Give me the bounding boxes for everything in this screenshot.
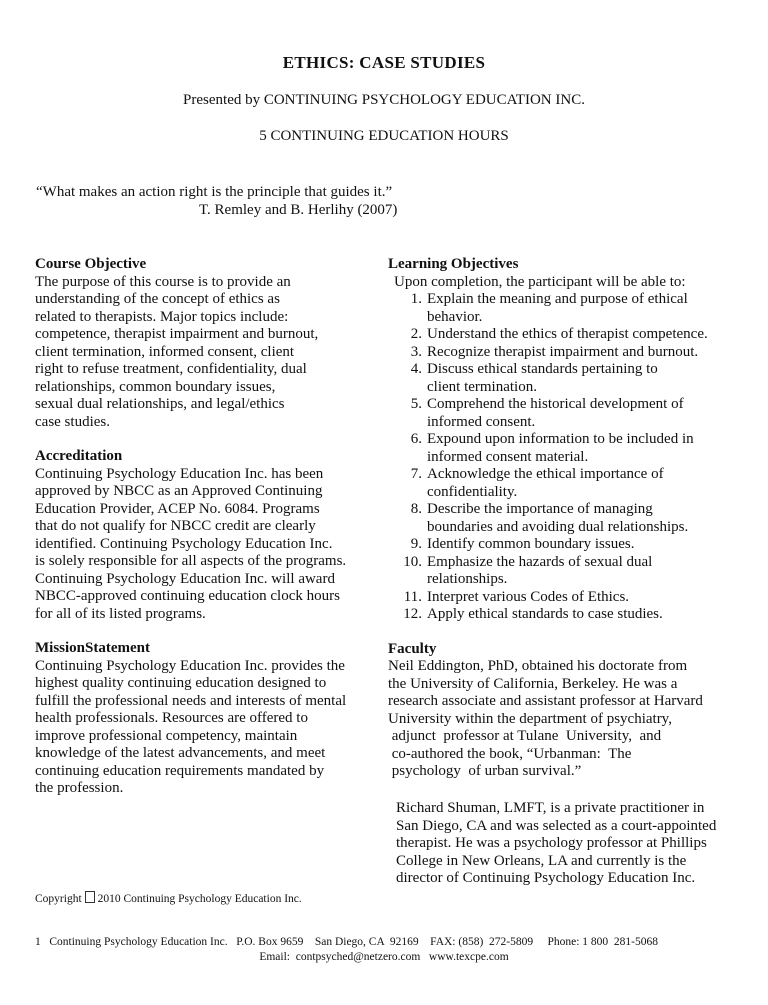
mission-line: highest quality continuing education designed to xyxy=(35,675,327,691)
course-objective-line: client termination, informed consent, client xyxy=(35,343,295,360)
faculty-line: director of Continuing Psychology Education Inc. xyxy=(396,870,696,886)
accreditation-line: Education Provider, ACEP No. 6084. Programs xyxy=(35,500,320,517)
objective-continuation: informed consent material. xyxy=(427,448,589,465)
mission-line: knowledge of the latest advancements, and meet xyxy=(35,745,326,761)
objective-text: Interpret various Codes of Ethics. xyxy=(427,588,630,605)
education-hours: 5 CONTINUING EDUCATION HOURS xyxy=(259,128,509,144)
spacer xyxy=(35,431,370,448)
objective-number: 8. xyxy=(410,501,422,517)
objective-number: 4. xyxy=(410,361,422,377)
objective-item xyxy=(388,344,733,362)
objective-continuation: behavior. xyxy=(427,308,483,325)
objective-item xyxy=(388,361,733,379)
accreditation-line: is solely responsible for all aspects of the programs. xyxy=(35,553,347,569)
objective-item xyxy=(388,291,733,309)
spacer xyxy=(388,624,733,641)
faculty-line: psychology of urban survival.” xyxy=(388,763,582,779)
copyright-text: 2010 Continuing Psychology Education Inc. xyxy=(97,893,302,905)
accreditation-line: Continuing Psychology Education Inc. has been xyxy=(35,465,324,482)
objective-number: 10. xyxy=(403,553,422,570)
quote-text: “What makes an action right is the principle that guides it.” xyxy=(36,184,393,200)
faculty-second-bio xyxy=(396,800,741,888)
objective-text: Acknowledge the ethical importance of xyxy=(427,466,664,482)
copyright-symbol-icon xyxy=(85,891,95,903)
objective-item xyxy=(388,431,733,449)
faculty-line: University within the department of psychiatry, xyxy=(388,710,672,727)
objective-text: Understand the ethics of therapist competence. xyxy=(427,326,708,342)
objective-number: 3. xyxy=(410,343,422,360)
objective-text: Describe the importance of managing xyxy=(427,501,653,517)
objective-text: Emphasize the hazards of sexual dual xyxy=(427,553,653,570)
quote-attribution: T. Remley and B. Herlihy (2007) xyxy=(199,202,398,218)
objective-text: Discuss ethical standards pertaining to xyxy=(427,361,658,377)
mission-line: continuing education requirements mandated by xyxy=(35,762,325,779)
course-objective-line: case studies. xyxy=(35,413,110,430)
page-title: ETHICS: CASE STUDIES xyxy=(282,53,486,72)
objective-number: 6. xyxy=(410,431,422,447)
accreditation-line: approved by NBCC as an Approved Continuing xyxy=(35,483,323,499)
objective-number: 12. xyxy=(403,606,422,622)
accreditation-line: NBCC-approved continuing education clock hours xyxy=(35,588,340,604)
footer-contact-line: 1 Continuing Psychology Education Inc. P.O. Box 9659 San Diego, CA 92169 FAX: (858) 272-5809 Phone: 1 800 281-5068 xyxy=(35,936,659,948)
presented-by: Presented by CONTINUING PSYCHOLOGY EDUCATION INC. xyxy=(183,92,585,108)
faculty-heading: Faculty xyxy=(388,640,437,657)
course-objective-heading: Course Objective xyxy=(35,256,147,272)
objective-text: Recognize therapist impairment and burnout. xyxy=(427,343,699,360)
faculty-line: adjunct professor at Tulane University, and xyxy=(388,728,662,744)
course-objective-line: understanding of the concept of ethics as xyxy=(35,291,280,307)
objective-item xyxy=(388,606,733,624)
objective-continuation: relationships. xyxy=(427,571,508,587)
course-objective-line: related to therapists. Major topics include: xyxy=(35,308,289,325)
course-objective-line: right to refuse treatment, confidentiality, dual xyxy=(35,361,307,377)
objective-number: 2. xyxy=(410,326,422,342)
right-column xyxy=(388,256,733,781)
objective-item xyxy=(388,554,733,572)
accreditation-line: that do not qualify for NBCC credit are clearly xyxy=(35,518,316,534)
faculty-line: the University of California, Berkeley. He was a xyxy=(388,675,678,692)
accreditation-line: for all of its listed programs. xyxy=(35,605,206,622)
objective-text: Identify common boundary issues. xyxy=(427,536,635,552)
objective-item xyxy=(388,466,733,484)
objective-item xyxy=(388,501,733,519)
faculty-line: Neil Eddington, PhD, obtained his doctorate from xyxy=(388,658,688,674)
objective-text: Apply ethical standards to case studies. xyxy=(427,606,663,622)
accreditation-heading: Accreditation xyxy=(35,448,123,464)
faculty-line: research associate and assistant professor at Harvard xyxy=(388,693,703,709)
faculty-line: co-authored the book, “Urbanman: The xyxy=(388,745,632,762)
mission-line: fulfill the professional needs and interests of mental xyxy=(35,692,347,709)
objective-item xyxy=(388,326,733,344)
copyright-notice xyxy=(35,891,302,909)
left-column xyxy=(35,256,370,798)
objective-item xyxy=(388,589,733,607)
course-objective-line: competence, therapist impairment and burnout, xyxy=(35,326,319,342)
mission-line: Continuing Psychology Education Inc. provides the xyxy=(35,657,345,674)
course-objective-line: relationships, common boundary issues, xyxy=(35,378,276,395)
course-objective-line: The purpose of this course is to provide an xyxy=(35,273,291,290)
mission-line: improve professional competency, maintain xyxy=(35,727,298,744)
mission-line: health professionals. Resources are offered to xyxy=(35,710,308,726)
spacer xyxy=(35,623,370,640)
objective-continuation: client termination. xyxy=(427,378,537,395)
objective-continuation: confidentiality. xyxy=(427,483,518,500)
objective-text: Explain the meaning and purpose of ethical xyxy=(427,291,688,307)
objective-continuation: boundaries and avoiding dual relationships. xyxy=(427,518,689,535)
faculty-line: College in New Orleans, LA and currently is the xyxy=(396,852,687,869)
faculty-line: therapist. He was a psychology professor at Phillips xyxy=(396,835,707,851)
mission-line: the profession. xyxy=(35,780,124,796)
footer-email-line: Email: contpsyched@netzero.com www.texcpe.com xyxy=(259,951,509,963)
objective-item xyxy=(388,536,733,554)
faculty-line: San Diego, CA and was selected as a court-appointed xyxy=(396,817,717,834)
objective-item xyxy=(388,396,733,414)
objective-number: 11. xyxy=(403,588,422,605)
objective-number: 9. xyxy=(410,536,422,552)
objective-continuation: informed consent. xyxy=(427,413,536,430)
copyright-prefix: Copyright xyxy=(35,893,82,905)
accreditation-line: Continuing Psychology Education Inc. will award xyxy=(35,570,335,587)
faculty-line: Richard Shuman, LMFT, is a private practitioner in xyxy=(396,800,705,816)
objective-text: Expound upon information to be included in xyxy=(427,431,694,447)
objective-text: Comprehend the historical development of xyxy=(427,396,684,412)
course-objective-line: sexual dual relationships, and legal/ethics xyxy=(35,396,285,412)
objective-number: 7. xyxy=(410,466,422,482)
learning-objectives-intro: Upon completion, the participant will be able to: xyxy=(394,273,686,290)
objective-number: 5. xyxy=(410,396,422,412)
accreditation-line: identified. Continuing Psychology Education Inc. xyxy=(35,535,333,552)
learning-objectives-heading: Learning Objectives xyxy=(388,256,519,272)
objective-number: 1. xyxy=(410,291,422,307)
mission-heading: MissionStatement xyxy=(35,640,150,656)
